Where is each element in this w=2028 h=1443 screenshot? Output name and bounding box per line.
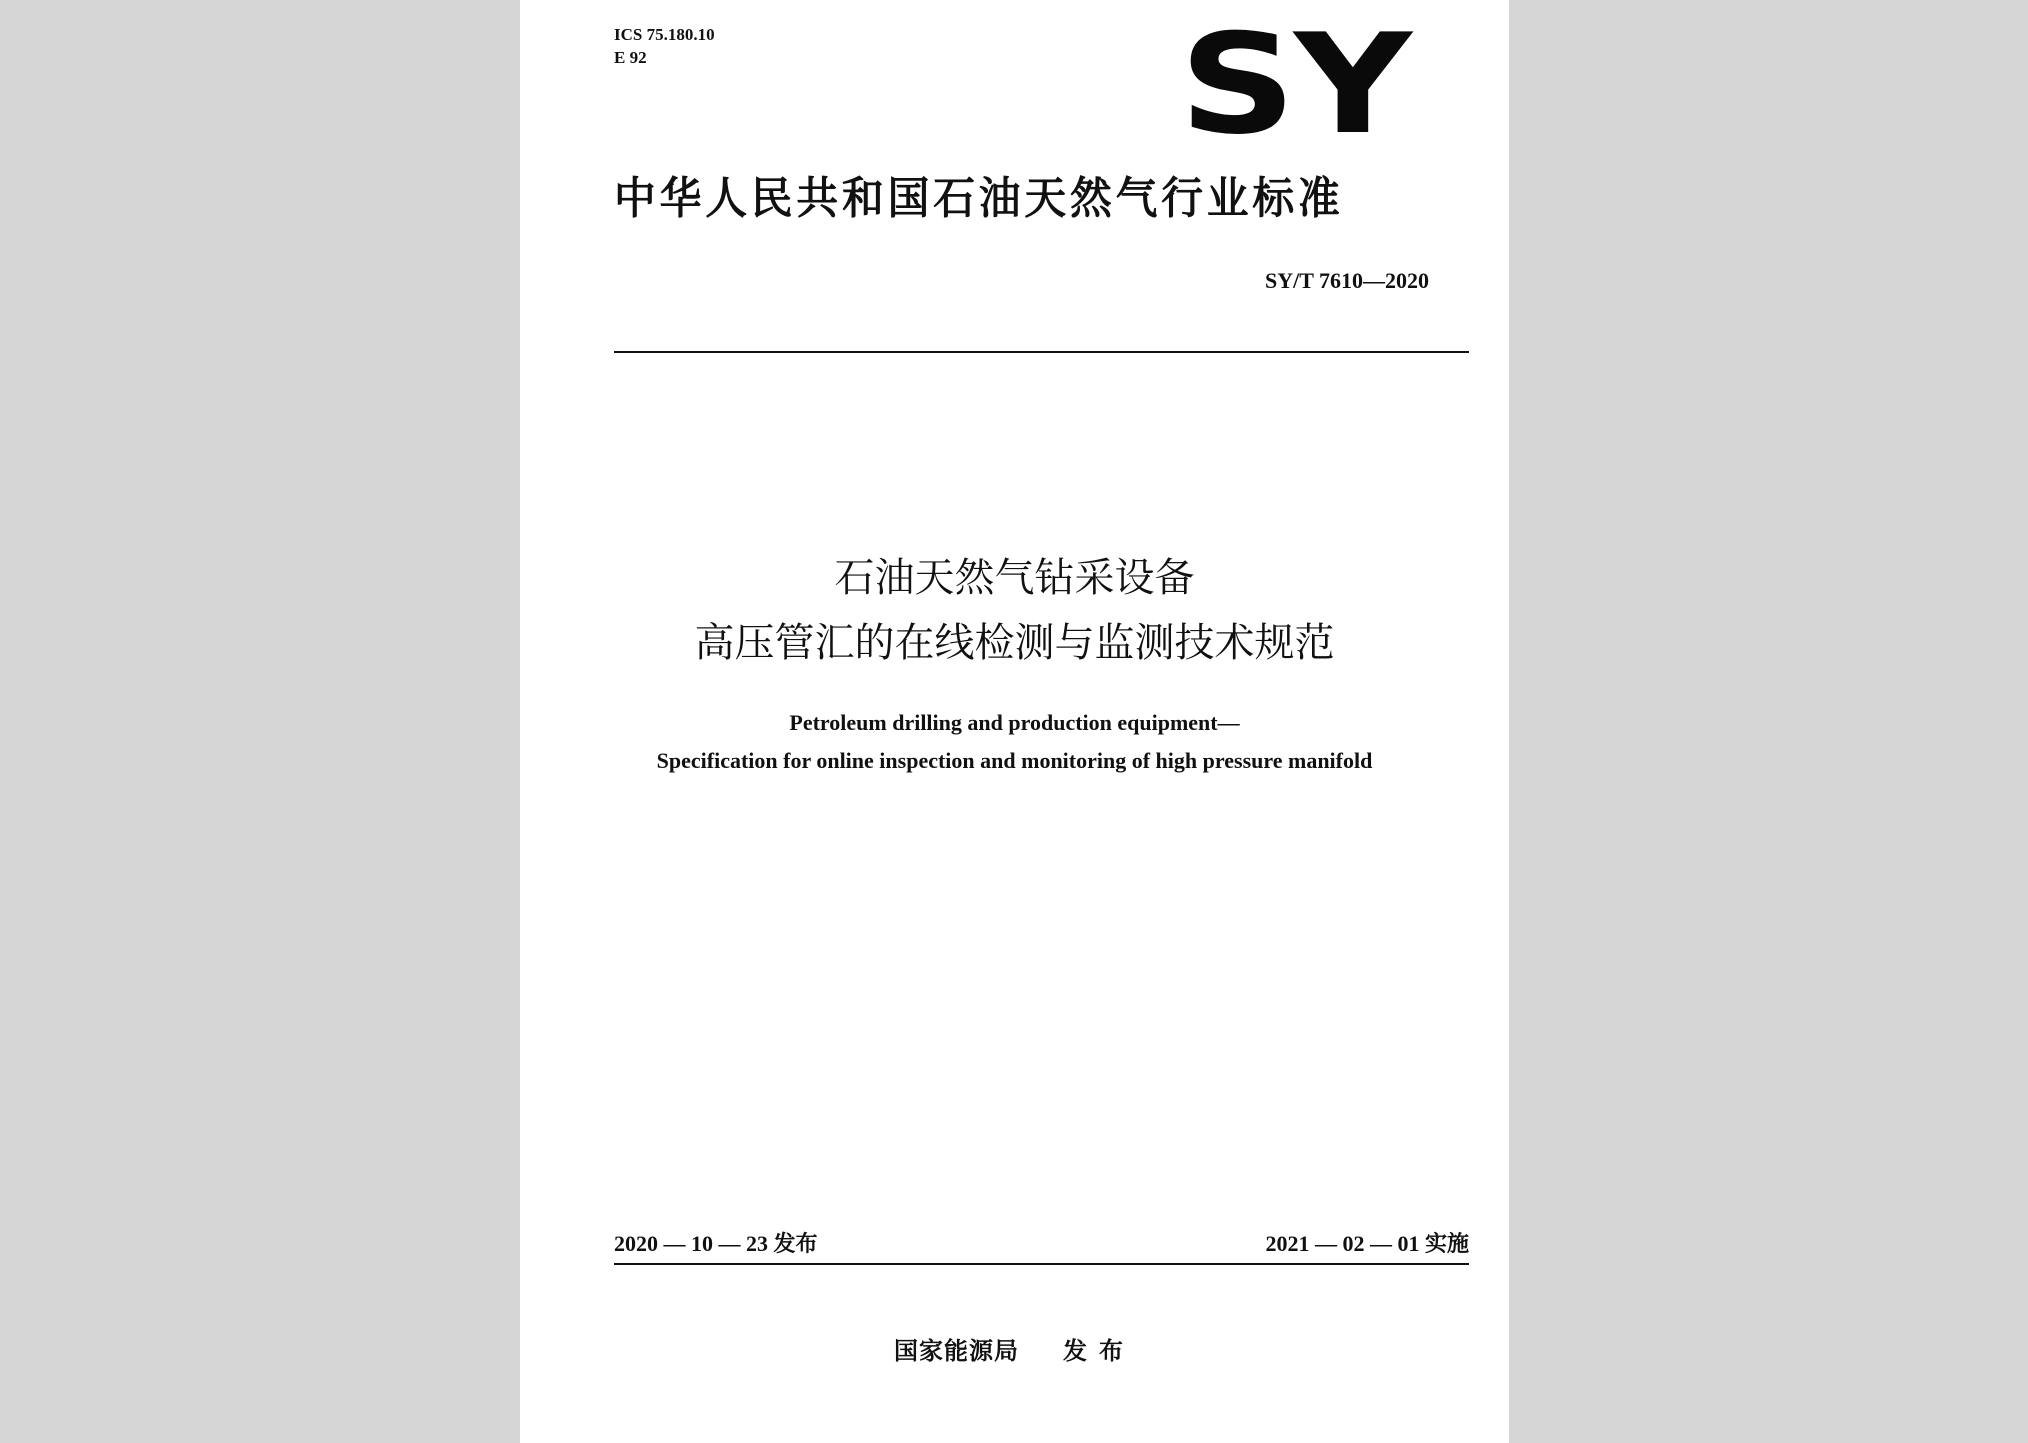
implementation-date (1265, 1230, 1469, 1259)
issue-date (614, 1230, 818, 1259)
implementation-date-value: 2021 — 02 — 01 (1265, 1231, 1420, 1256)
document-page (520, 0, 1509, 1443)
title-cn-line1: 石油天然气钻采设备 (834, 555, 1195, 601)
header-divider (614, 351, 1469, 353)
issuer-name: 国家能源局 (894, 1337, 1019, 1365)
title-cn-line2: 高压管汇的在线检测与监测技术规范 (694, 620, 1335, 666)
footer-divider (614, 1263, 1469, 1265)
issue-date-value: 2020 — 10 — 23 (614, 1231, 768, 1256)
ics-code: ICS 75.180.10 (614, 25, 715, 44)
sy-logo: SY (1179, 4, 1410, 165)
issuer (520, 1336, 1509, 1366)
issuer-action: 发布 (1063, 1337, 1135, 1365)
standard-category-title (614, 173, 1344, 224)
title-en-line1: Petroleum drilling and production equipment— (789, 710, 1240, 735)
implementation-date-label: 实施 (1424, 1232, 1469, 1257)
standard-category-title-text: 中华人民共和国石油天然气行业标准 (614, 173, 1344, 224)
issue-date-label: 发布 (773, 1232, 818, 1257)
standard-number: SY/T 7610—2020 (1264, 268, 1429, 293)
ccs-code: E 92 (614, 48, 647, 67)
title-en-line2: Specification for online inspection and monitoring of high pressure manifold (656, 748, 1373, 773)
